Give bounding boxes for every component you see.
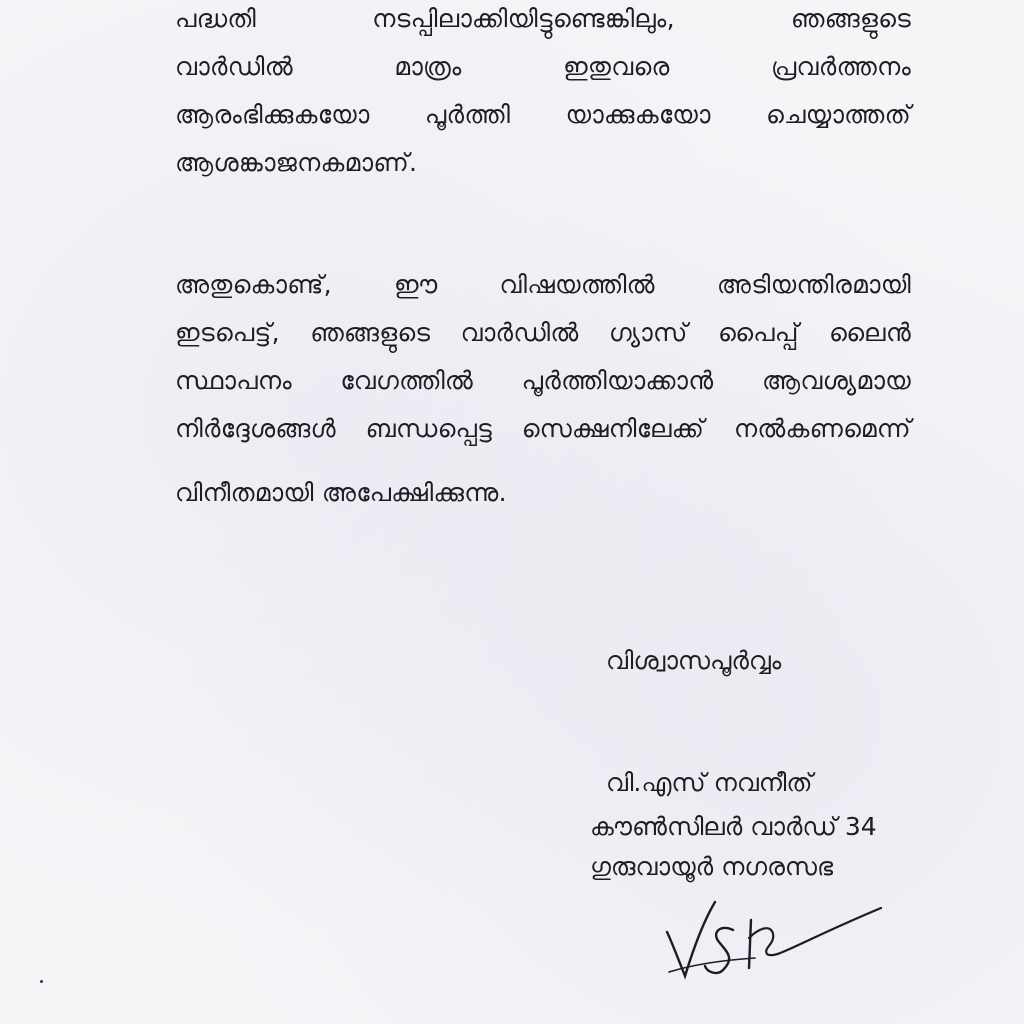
scan-speck xyxy=(40,980,43,983)
sender-organization: ഗുരുവായൂർ നഗരസഭ xyxy=(590,852,834,881)
paragraph-1-line-3: ആരംഭിക്കുകയോ പൂർത്തി യാക്കുകയോ ചെയ്യാത്തത് xyxy=(175,100,911,129)
closing-salutation: വിശ്വാസപൂർവ്വം xyxy=(606,646,782,675)
sender-name: വി.എസ് നവനീത് xyxy=(606,768,813,797)
paragraph-1-line-1: പദ്ധതി നടപ്പിലാക്കിയിട്ടുണ്ടെങ്കിലും, ഞങ്ങളുടെ xyxy=(175,4,911,33)
sender-title: കൗൺസിലർ വാർഡ് 34 xyxy=(590,812,877,841)
paragraph-2-line-1: അതുകൊണ്ട്, ഈ വിഷയത്തിൽ അടിയന്തിരമായി xyxy=(175,270,911,299)
paragraph-1-line-4: ആശങ്കാജനകമാണ്. xyxy=(175,148,418,177)
handwritten-signature xyxy=(655,880,895,990)
paragraph-2-line-5: വിനീതമായി അപേക്ഷിക്കുന്നു. xyxy=(175,478,507,507)
paragraph-2-line-3: സ്ഥാപനം വേഗത്തിൽ പൂർത്തിയാക്കാൻ ആവശ്യമായ xyxy=(175,366,911,395)
paragraph-2-line-4: നിർദ്ദേശങ്ങൾ ബന്ധപ്പെട്ട സെക്ഷനിലേക്ക് നൽകണമെന്ന് xyxy=(175,414,911,443)
paragraph-1-line-2: വാർഡിൽ മാത്രം ഇതുവരെ പ്രവർത്തനം xyxy=(175,52,911,81)
paragraph-2-line-2: ഇടപെട്ട്, ഞങ്ങളുടെ വാർഡിൽ ഗ്യാസ് പൈപ്പ് ലൈൻ xyxy=(175,318,911,347)
